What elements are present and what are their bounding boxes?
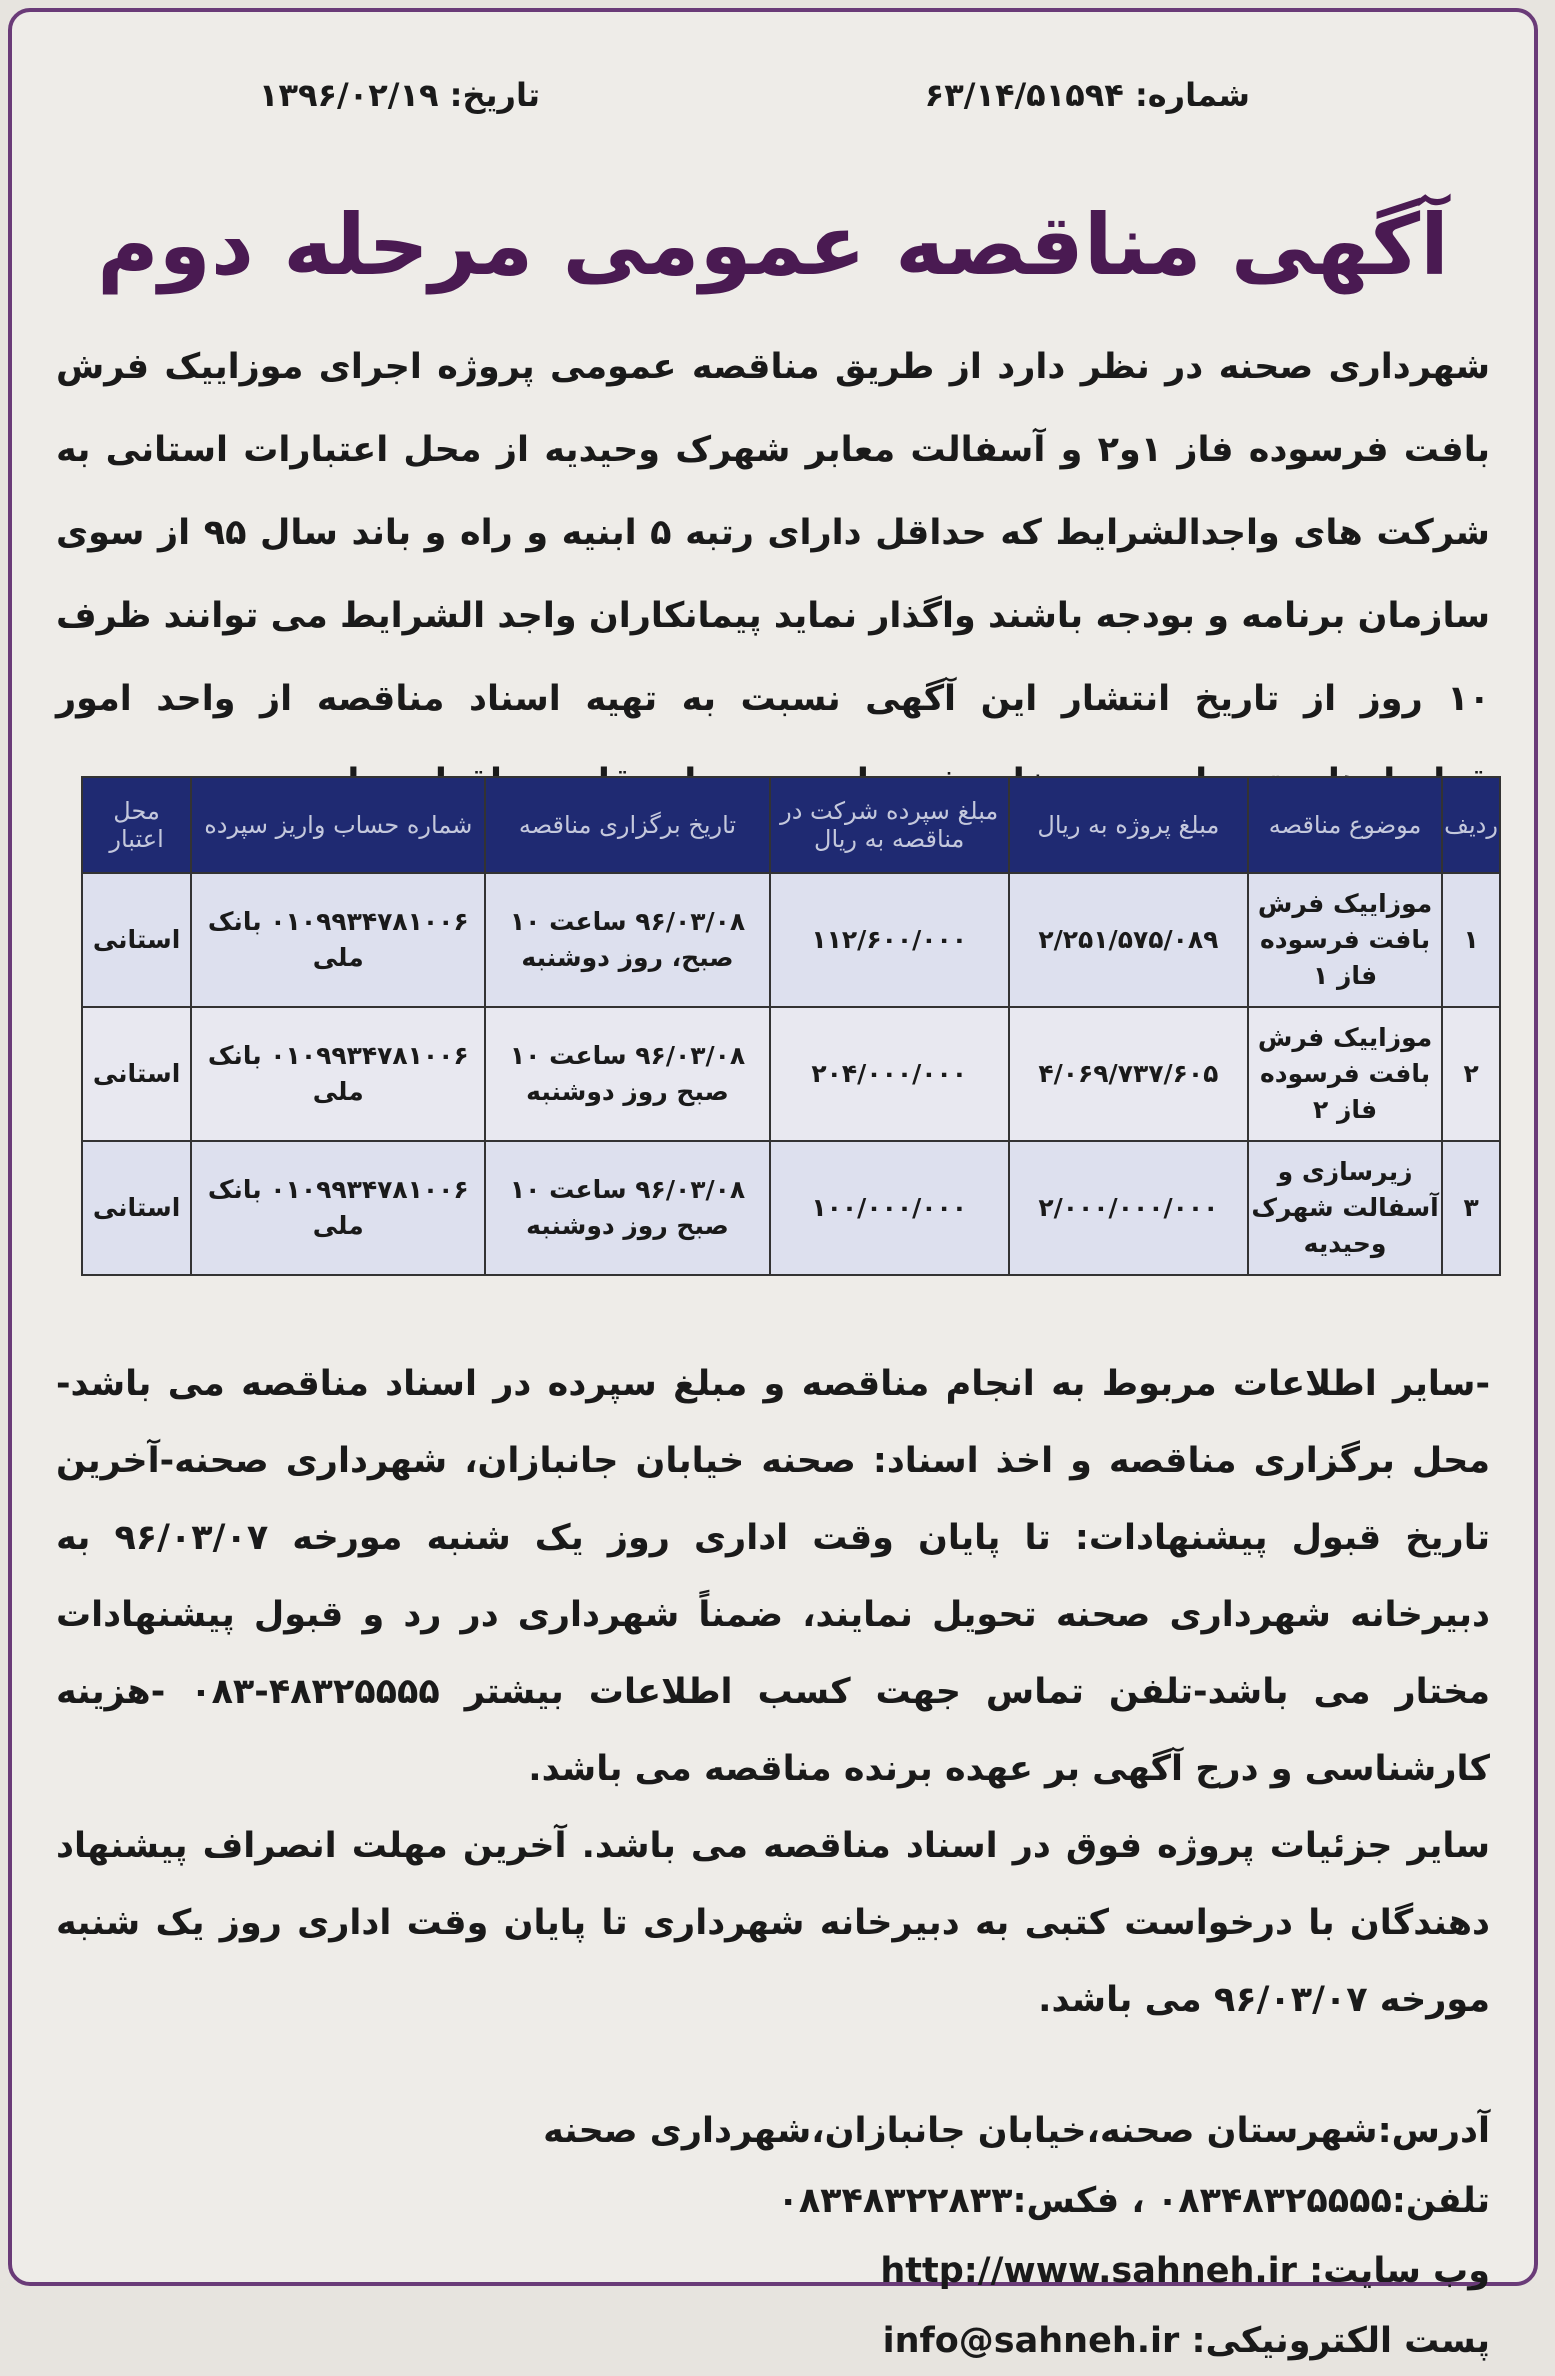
cell-deposit: ۱۰۰/۰۰۰/۰۰۰ (770, 1141, 1009, 1275)
page-title: آگهی مناقصه عمومی مرحله دوم (97, 196, 1449, 294)
cell-subject: موزاییک فرش بافت فرسوده فاز ۲ (1248, 1007, 1442, 1141)
letter-number: شماره: ۶۳/۱۴/۵۱۵۹۴ (924, 76, 1250, 114)
cell-date: ۹۶/۰۳/۰۸ ساعت ۱۰ صبح روز دوشنبه (485, 1141, 769, 1275)
details-paragraph-2: سایر جزئیات پروژه فوق در اسناد مناقصه می باشد. آخرین مهلت انصراف پیشنهاد دهندگان با درخواست کتبی به دبیرخانه شهرداری تا پایان وقت اداری روز یک شنبه مورخه ۹۶/۰۳/۰۷ می باشد. (56, 1826, 1490, 2020)
document-content (26, 26, 1520, 2361)
header-deposit: مبلغ سپرده شرکت در مناقصه به ریال (770, 777, 1009, 873)
cell-amount: ۲/۲۵۱/۵۷۵/۰۸۹ (1009, 873, 1248, 1007)
cell-amount: ۲/۰۰۰/۰۰۰/۰۰۰ (1009, 1141, 1248, 1275)
contact-block (56, 2096, 1490, 2376)
cell-row-number: ۳ (1442, 1141, 1500, 1275)
contact-phone: تلفن:۰۸۳۴۸۳۲۵۵۵۵ ، فکس:۰۸۳۴۸۳۲۲۸۳۳ (777, 2181, 1490, 2221)
email-link[interactable]: info@sahneh.ir (882, 2321, 1180, 2361)
contact-website-line (56, 2236, 1490, 2306)
cell-credit: استانی (82, 873, 191, 1007)
details-section (56, 1346, 1490, 2039)
cell-credit: استانی (82, 1141, 191, 1275)
cell-subject: موزاییک فرش بافت فرسوده فاز ۱ (1248, 873, 1442, 1007)
intro-paragraph: شهرداری صحنه در نظر دارد از طریق مناقصه عمومی پروژه اجرای موزاییک فرش بافت فرسوده فاز ۱و۲ و آسفالت معابر شهرک وحیدیه از محل اعتبارات استانی به شرکت های واجدالشرایط که حداقل دارای رتبه ۵ ابنیه و راه و باند سال ۹۵ از سوی سازمان برنامه و بودجه باشند واگذار نماید پیمانکاران واجد الشرایط می توانند ظرف ۱۰ روز از تاریخ انتشار این آگهی نسبت به تهیه اسناد مناقصه از واحد امور (56, 347, 1490, 719)
header-date: تاریخ برگزاری مناقصه (485, 777, 769, 873)
details-paragraph-1: -سایر اطلاعات مربوط به انجام مناقصه و مبلغ سپرده در اسناد مناقصه می باشد-محل برگزاری مناقصه و اخذ اسناد: صحنه خیابان جانبازان، شهرداری صحنه-آخرین تاریخ قبول پیشنهادات: تا پایان وقت اداری روز یک شنبه مورخه ۹۶/۰۳/۰۷ به دبیرخانه شهرداری صحنه تحویل نمایند، ضمناً شهرداری در رد و قبول پیشنهادات مختار می باشد-تلفن تماس جهت کسب اطلاعات بیشتر ۴۸۳۲۵۵۵۵-۰۸۳ -هزینه کارشناسی و درج آگهی بر عهده برنده مناقصه می باشد. (56, 1364, 1491, 1789)
cell-account: ۰۱۰۹۹۳۴۷۸۱۰۰۶ بانک ملی (191, 873, 485, 1007)
cell-deposit: ۲۰۴/۰۰۰/۰۰۰ (770, 1007, 1009, 1141)
contact-address: آدرس:شهرستان صحنه،خیابان جانبازان،شهرداری صحنه (543, 2111, 1490, 2151)
letter-date: تاریخ: ۱۳۹۶/۰۲/۱۹ (258, 76, 540, 114)
website-link[interactable]: http://www.sahneh.ir (880, 2251, 1297, 2291)
document-frame (8, 8, 1538, 2361)
cell-row-number: ۲ (1442, 1007, 1500, 1141)
header-credit: محل اعتبار (82, 777, 191, 873)
header-row-number: ردیف (1442, 777, 1500, 873)
header-subject: موضوع مناقصه (1248, 777, 1442, 873)
header-amount: مبلغ پروژه به ریال (1009, 777, 1248, 873)
cell-date: ۹۶/۰۳/۰۸ ساعت ۱۰ صبح، روز دوشنبه (485, 873, 769, 1007)
tender-table (81, 776, 1501, 1276)
website-label: وب سایت: (1309, 2251, 1490, 2291)
cell-date: ۹۶/۰۳/۰۸ ساعت ۱۰ صبح روز دوشنبه (485, 1007, 769, 1141)
cell-credit: استانی (82, 1007, 191, 1141)
cell-subject: زیرسازی و آسفالت شهرک وحیدیه (1248, 1141, 1442, 1275)
cell-deposit: ۱۱۲/۶۰۰/۰۰۰ (770, 873, 1009, 1007)
email-label: پست الکترونیکی: (1191, 2321, 1490, 2361)
cell-account: ۰۱۰۹۹۳۴۷۸۱۰۰۶ بانک ملی (191, 1141, 485, 1275)
table-row (82, 1007, 1500, 1141)
table-header-row (82, 777, 1500, 873)
contact-email-line (56, 2306, 1490, 2376)
cell-account: ۰۱۰۹۹۳۴۷۸۱۰۰۶ بانک ملی (191, 1007, 485, 1141)
table-row (82, 873, 1500, 1007)
cell-row-number: ۱ (1442, 873, 1500, 1007)
header-account: شماره حساب واریز سپرده (191, 777, 485, 873)
table-row (82, 1141, 1500, 1275)
cell-amount: ۴/۰۶۹/۷۳۷/۶۰۵ (1009, 1007, 1248, 1141)
